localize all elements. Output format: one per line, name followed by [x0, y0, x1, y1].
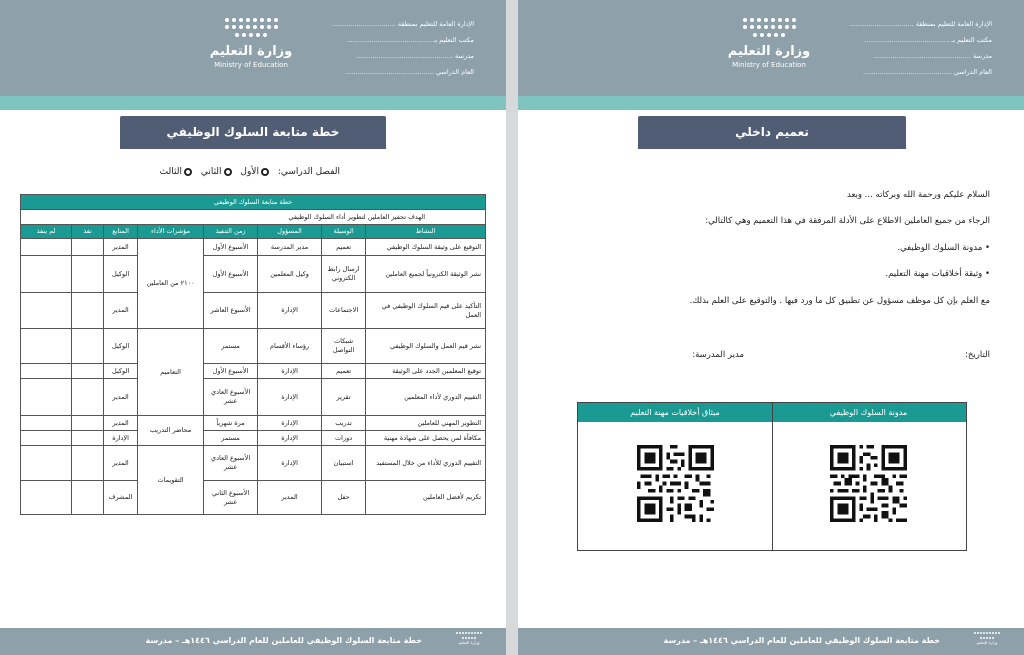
- cell-responsible: الإدارة: [258, 293, 322, 329]
- cell-indicator: محاضر التدريب: [138, 416, 204, 446]
- cell-means: استبيان: [322, 446, 366, 481]
- cell-done[interactable]: [72, 481, 104, 515]
- header-fields: [842, 16, 992, 80]
- date-label: التاريخ:: [965, 350, 990, 360]
- page-footer: [0, 628, 506, 655]
- cell-responsible: المدير: [258, 481, 322, 515]
- radio-circle-icon: [224, 168, 232, 176]
- table-row: [21, 481, 486, 515]
- qr-code-icon[interactable]: [830, 445, 907, 522]
- cell-time: الأسبوع العاشر: [204, 293, 258, 329]
- cell-activity: نشر الوثيقة الكترونياً لجميع العاملين: [366, 256, 486, 293]
- cell-means: ارسال رابط الكتروني: [322, 256, 366, 293]
- page-title: خطة متابعة السلوك الوظيفي: [120, 116, 386, 149]
- header-region-line: الإدارة العامة للتعليم بمنطقة ...............................: [849, 20, 992, 28]
- header-year-line: العام الدراسي ...........................................: [863, 68, 992, 76]
- cell-not-done[interactable]: [21, 293, 72, 329]
- list-item: • مدونة السلوك الوظيفي.: [897, 243, 990, 253]
- page-internal-circular: [518, 0, 1024, 655]
- cell-follower: المشرف: [104, 481, 138, 515]
- footer-logo-text: وزارة التعليم: [458, 640, 480, 645]
- footer-logo-dots-icon: [974, 632, 1000, 640]
- page-header: [518, 0, 1024, 96]
- semester-option-third[interactable]: الثالث: [160, 167, 192, 177]
- cell-time: الأسبوع العادي عشر: [204, 379, 258, 416]
- page-follow-up-plan: [0, 0, 506, 655]
- page-footer: [518, 628, 1024, 655]
- page-header: [0, 0, 506, 96]
- logo-dots-icon: [742, 18, 796, 38]
- col-header-indicators: مؤشرات الأداء: [138, 225, 204, 239]
- cell-activity: تكريم لأفضل العاملين: [366, 481, 486, 515]
- cell-activity: التوقيع على وثيقة السلوك الوظيفي: [366, 239, 486, 256]
- header-year-line: العام الدراسي ...........................................: [345, 68, 474, 76]
- cell-responsible: وكيل المعلمين: [258, 256, 322, 293]
- cell-time: الأسبوع الأول: [204, 256, 258, 293]
- cell-activity: مكافأة لمن يحصل على شهادة مهنية: [366, 431, 486, 446]
- col-header-done: نفذ: [72, 225, 104, 239]
- cell-not-done[interactable]: [21, 416, 72, 431]
- qr-code-icon[interactable]: [637, 445, 714, 522]
- col-header-activity: النشاط: [366, 225, 486, 239]
- cell-activity: التطوير المهني للعاملين: [366, 416, 486, 431]
- cell-responsible: الإدارة: [258, 364, 322, 379]
- ministry-logo: [206, 18, 296, 76]
- header-office-line: مكتب التعليم بـ .........................................: [864, 36, 992, 44]
- cell-not-done[interactable]: [21, 379, 72, 416]
- cell-done[interactable]: [72, 379, 104, 416]
- table-row: [21, 416, 486, 431]
- header-school-line: مدرسة ...............................................: [873, 52, 992, 60]
- cell-time: مرة شهرياً: [204, 416, 258, 431]
- footer-logo-text: وزارة التعليم: [976, 640, 998, 645]
- table-row: [21, 256, 486, 293]
- footer-logo-dots-icon: [456, 632, 482, 640]
- cell-not-done[interactable]: [21, 329, 72, 364]
- cell-time: الأسبوع الثاني عشر: [204, 481, 258, 515]
- plan-table: [20, 194, 486, 515]
- cell-means: حفل: [322, 481, 366, 515]
- cell-not-done[interactable]: [21, 364, 72, 379]
- footer-text: خطة متابعة السلوك الوظيفي للعاملين للعام الدراسي ١٤٤٦هـ – مدرسة: [663, 636, 940, 645]
- header-stripe: [0, 96, 506, 110]
- semester-option-first[interactable]: الأول: [240, 167, 269, 177]
- cell-means: تعميم: [322, 239, 366, 256]
- cell-done[interactable]: [72, 239, 104, 256]
- semester-option-second[interactable]: الثاني: [201, 167, 232, 177]
- cell-indicator: التقويمات: [138, 446, 204, 515]
- request-text: الرجاء من جميع العاملين الاطلاع على الأدلة المرفقة في هذا التعميم وهي كالتالي:: [705, 216, 990, 226]
- cell-responsible: مدير المدرسة: [258, 239, 322, 256]
- cell-time: الأسبوع العادي عشر: [204, 446, 258, 481]
- semester-label: الفصل الدراسي:: [277, 167, 340, 177]
- cell-activity: التأكيد على قيم السلوك الوظيفي في العمل: [366, 293, 486, 329]
- table-row: [21, 364, 486, 379]
- list-item: • وثيقة أخلاقيات مهنة التعليم.: [885, 269, 990, 279]
- cell-done[interactable]: [72, 364, 104, 379]
- cell-done[interactable]: [72, 329, 104, 364]
- cell-follower: الوكيل: [104, 256, 138, 293]
- table-row: [21, 329, 486, 364]
- cell-activity: توقيع المعلمين الجدد على الوثيقة: [366, 364, 486, 379]
- cell-follower: المدير: [104, 416, 138, 431]
- cell-responsible: الإدارة: [258, 446, 322, 481]
- cell-means: تدريب: [322, 416, 366, 431]
- footer-text: خطة متابعة السلوك الوظيفي للعاملين للعام الدراسي ١٤٤٦هـ – مدرسة: [145, 636, 422, 645]
- qr-table: [577, 402, 967, 551]
- table-row: [21, 239, 486, 256]
- header-fields: [324, 16, 474, 80]
- cell-not-done[interactable]: [21, 239, 72, 256]
- cell-done[interactable]: [72, 446, 104, 481]
- cell-time: الأسبوع الأول: [204, 239, 258, 256]
- cell-not-done[interactable]: [21, 256, 72, 293]
- table-row: [21, 446, 486, 481]
- cell-responsible: الإدارة: [258, 431, 322, 446]
- principal-label: مدير المدرسة:: [692, 350, 744, 360]
- cell-activity: التقييم الدوري لأداء المعلمين: [366, 379, 486, 416]
- semester-selector: [160, 167, 340, 177]
- cell-done[interactable]: [72, 431, 104, 446]
- header-stripe: [518, 96, 1024, 110]
- qr-header-ethics-charter: ميثاق أخلاقيات مهنة التعليم: [578, 403, 772, 422]
- logo-arabic-text: وزارة التعليم: [727, 44, 811, 59]
- table-row: [21, 379, 486, 416]
- qr-column-code-of-conduct: [771, 403, 966, 550]
- ministry-logo: [724, 18, 814, 76]
- cell-responsible: الإدارة: [258, 416, 322, 431]
- cell-follower: الوكيل: [104, 329, 138, 364]
- cell-follower: الإدارة: [104, 431, 138, 446]
- cell-not-done[interactable]: [21, 481, 72, 515]
- logo-arabic-text: وزارة التعليم: [209, 44, 293, 59]
- greeting-text: السلام عليكم ورحمة الله وبركاته ... وبعد: [847, 190, 990, 200]
- cell-indicator: ٢١٠٠ من العاملين: [138, 239, 204, 329]
- cell-time: مستمر: [204, 431, 258, 446]
- cell-means: شبكات التواصل: [322, 329, 366, 364]
- col-header-follower: المتابع: [104, 225, 138, 239]
- header-region-line: الإدارة العامة للتعليم بمنطقة ...............................: [331, 20, 474, 28]
- cell-done[interactable]: [72, 256, 104, 293]
- logo-english-text: Ministry of Education: [214, 61, 288, 69]
- cell-indicator: التعاميم: [138, 329, 204, 416]
- cell-means: تعميم: [322, 364, 366, 379]
- cell-means: الاجتماعات: [322, 293, 366, 329]
- qr-header-code-of-conduct: مدونة السلوك الوظيفي: [771, 403, 966, 422]
- cell-time: مستمر: [204, 329, 258, 364]
- cell-follower: المدير: [104, 239, 138, 256]
- col-header-not-done: لم ينفذ: [21, 225, 72, 239]
- cell-means: تقرير: [322, 379, 366, 416]
- header-office-line: مكتب التعليم بـ .........................................: [346, 36, 474, 44]
- cell-not-done[interactable]: [21, 446, 72, 481]
- note-text: مع العلم بإن كل موظف مسؤول عن تطبيق كل ما ورد فيها . والتوقيع على العلم بذلك.: [689, 296, 990, 306]
- page-title: تعميم داخلي: [638, 116, 906, 149]
- cell-follower: الوكيل: [104, 364, 138, 379]
- col-header-responsible: المسؤول: [258, 225, 322, 239]
- table-goal: الهدف تحفيز العاملين لتطوير أداء السلوك الوظيفي: [21, 210, 486, 225]
- logo-english-text: Ministry of Education: [732, 61, 806, 69]
- table-caption: خطة متابعة السلوك الوظيفي: [21, 195, 486, 210]
- cell-activity: التقييم الدوري للأداء من خلال المستفيد: [366, 446, 486, 481]
- col-header-time: زمن التنفيذ: [204, 225, 258, 239]
- cell-done[interactable]: [72, 416, 104, 431]
- cell-follower: المدير: [104, 293, 138, 329]
- footer-logo: [970, 632, 1004, 651]
- cell-not-done[interactable]: [21, 431, 72, 446]
- cell-responsible: رؤساء الأقسام: [258, 329, 322, 364]
- radio-circle-icon: [184, 168, 192, 176]
- footer-logo: [452, 632, 486, 651]
- cell-activity: نشر قيم العمل والسلوك الوظيفي: [366, 329, 486, 364]
- cell-follower: المدير: [104, 379, 138, 416]
- cell-means: دورات: [322, 431, 366, 446]
- cell-done[interactable]: [72, 293, 104, 329]
- cell-responsible: الإدارة: [258, 379, 322, 416]
- logo-dots-icon: [224, 18, 278, 38]
- header-school-line: مدرسة ...............................................: [355, 52, 474, 60]
- qr-column-ethics-charter: [578, 403, 773, 550]
- cell-follower: المدير: [104, 446, 138, 481]
- radio-circle-icon: [261, 168, 269, 176]
- col-header-means: الوسيلة: [322, 225, 366, 239]
- table-row: [21, 431, 486, 446]
- table-row: [21, 293, 486, 329]
- cell-time: الأسبوع الأول: [204, 364, 258, 379]
